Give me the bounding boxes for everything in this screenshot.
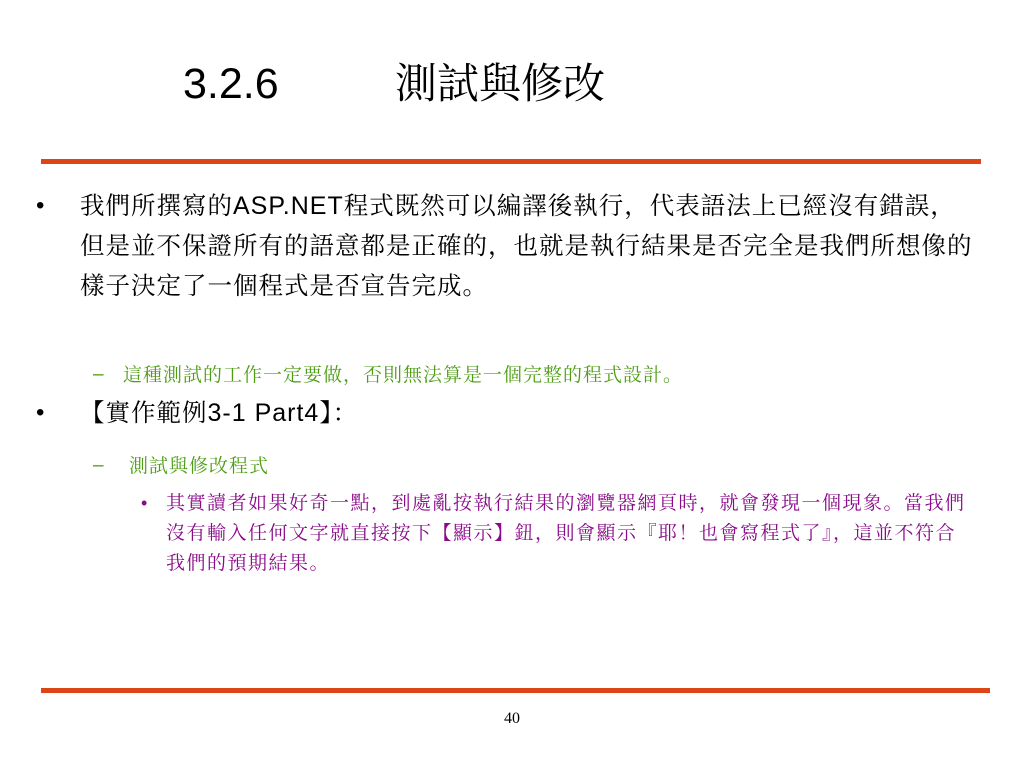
section-title: 測試與修改 — [395, 59, 606, 108]
bullet-marker: • — [36, 192, 46, 219]
bullet-item — [36, 393, 980, 433]
sub-bullet-text: 這種測試的工作一定要做，否則無法算是一個完整的程式設計。 — [123, 364, 684, 386]
bullet-text: 程式既然可以編譯後執行，代表語法上已經沒有錯誤，但是並不保證所有的語意都是正確的，也就是執行結果是否完全是我們所想像的樣子決定了一個程式是否宣告完成。 — [80, 191, 973, 300]
sub-sub-bullet-marker: • — [141, 493, 149, 513]
sub-sub-bullet-item — [141, 488, 966, 578]
page-number: 40 — [504, 710, 520, 727]
bullet-text: 我們所撰寫的 — [80, 191, 233, 220]
sub-bullet-item — [93, 360, 963, 390]
bullet-item — [36, 186, 980, 306]
sub-bullet-item — [93, 451, 969, 481]
section-number: 3.2.6 — [183, 60, 279, 108]
bullet-latin-text: ASP.NET — [233, 192, 344, 220]
sub-bullet-text: 測試與修改程式 — [129, 455, 270, 477]
bottom-divider — [41, 688, 990, 693]
bullet-text: 】： — [319, 398, 359, 427]
sub-sub-bullet-text: 其實讀者如果好奇一點，到處亂按執行結果的瀏覽器網頁時，就會發現一個現象。當我們沒有輸入任何文字就直接按下【顯示】鈕，則會顯示『耶！也會寫程式了』，這並不符合我們的預期結果。 — [166, 492, 966, 574]
bullet-latin-text: 3-1 Part4 — [207, 399, 320, 427]
bullet-marker: • — [36, 399, 46, 426]
sub-bullet-marker: – — [93, 364, 105, 385]
bullet-text: 【實作範例 — [80, 398, 208, 427]
sub-bullet-marker: – — [93, 455, 105, 476]
